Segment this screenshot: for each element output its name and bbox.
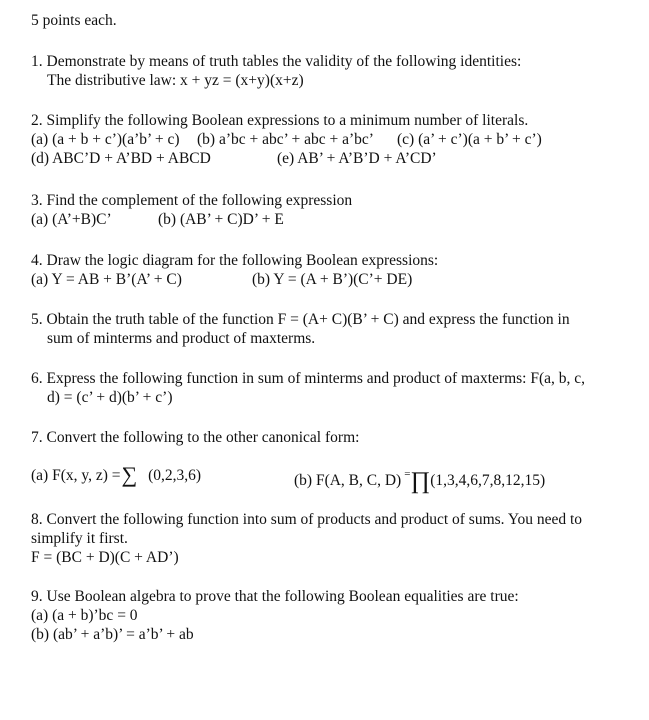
q7-part-b <box>294 467 546 494</box>
q5-line1: 5. Obtain the truth table of the function F = (A+ C)(B’ + C) and express the function in <box>31 311 570 328</box>
q7-b-equals: = <box>404 468 411 480</box>
q6-line2: d) = (c’ + d)(b’ + c’) <box>47 389 173 406</box>
q9-line1: 9. Use Boolean algebra to prove that the following Boolean equalities are true: <box>31 588 519 605</box>
q3-part-b: (b) (AB’ + C)D’ + E <box>158 211 284 228</box>
q8-line2: simplify it first. <box>31 530 128 547</box>
q7-a-terms: (0,2,3,6) <box>148 467 202 484</box>
q4-part-a: (a) Y = AB + B’(A’ + C) <box>31 271 182 288</box>
q7-b-terms: (1,3,4,6,7,8,12,15) <box>430 472 546 490</box>
q4-part-b: (b) Y = (A + B’)(C’+ DE) <box>252 271 413 288</box>
q2-part-e: (e) AB’ + A’B’D + A’CD’ <box>277 150 437 167</box>
q5-line2: sum of minterms and product of maxterms. <box>47 330 316 347</box>
q3-part-a: (a) (A’+B)C’ <box>31 211 112 228</box>
q3-line1: 3. Find the complement of the following expression <box>31 192 353 209</box>
summation-symbol: ∑ <box>121 462 138 488</box>
q2-line1: 2. Simplify the following Boolean expressions to a minimum number of literals. <box>31 112 529 129</box>
q7-a-prefix: (a) F(x, y, z) = <box>31 467 121 484</box>
q7-part-a <box>31 462 202 488</box>
q8-line1: 8. Convert the following function into sum of products and product of sums. You need to <box>31 511 583 528</box>
q7-b-prefix: (b) F(A, B, C, D) <box>294 472 402 490</box>
q2-part-b: (b) a’bc + abc’ + abc + a’bc’ <box>197 131 374 148</box>
q1-line2: The distributive law: x + yz = (x+y)(x+z) <box>47 72 304 89</box>
q8-line3: F = (BC + D)(C + AD’) <box>31 549 179 566</box>
q7-line1: 7. Convert the following to the other canonical form: <box>31 429 360 446</box>
q1-line1: 1. Demonstrate by means of truth tables the validity of the following identities: <box>31 53 522 70</box>
q9-part-b: (b) (ab’ + a’b)’ = a’b’ + ab <box>31 626 194 643</box>
q2-part-a: (a) (a + b + c’)(a’b’ + c) <box>31 131 180 148</box>
header-text: 5 points each. <box>31 12 117 29</box>
q9-part-a: (a) (a + b)’bc = 0 <box>31 607 138 624</box>
q2-part-c: (c) (a’ + c’)(a + b’ + c’) <box>397 131 542 148</box>
product-symbol: ∏ <box>410 467 431 494</box>
q4-line1: 4. Draw the logic diagram for the following Boolean expressions: <box>31 252 439 269</box>
q6-line1: 6. Express the following function in sum of minterms and product of maxterms: F(a, b, c, <box>31 370 586 387</box>
q2-part-d: (d) ABC’D + A’BD + ABCD <box>31 150 211 167</box>
